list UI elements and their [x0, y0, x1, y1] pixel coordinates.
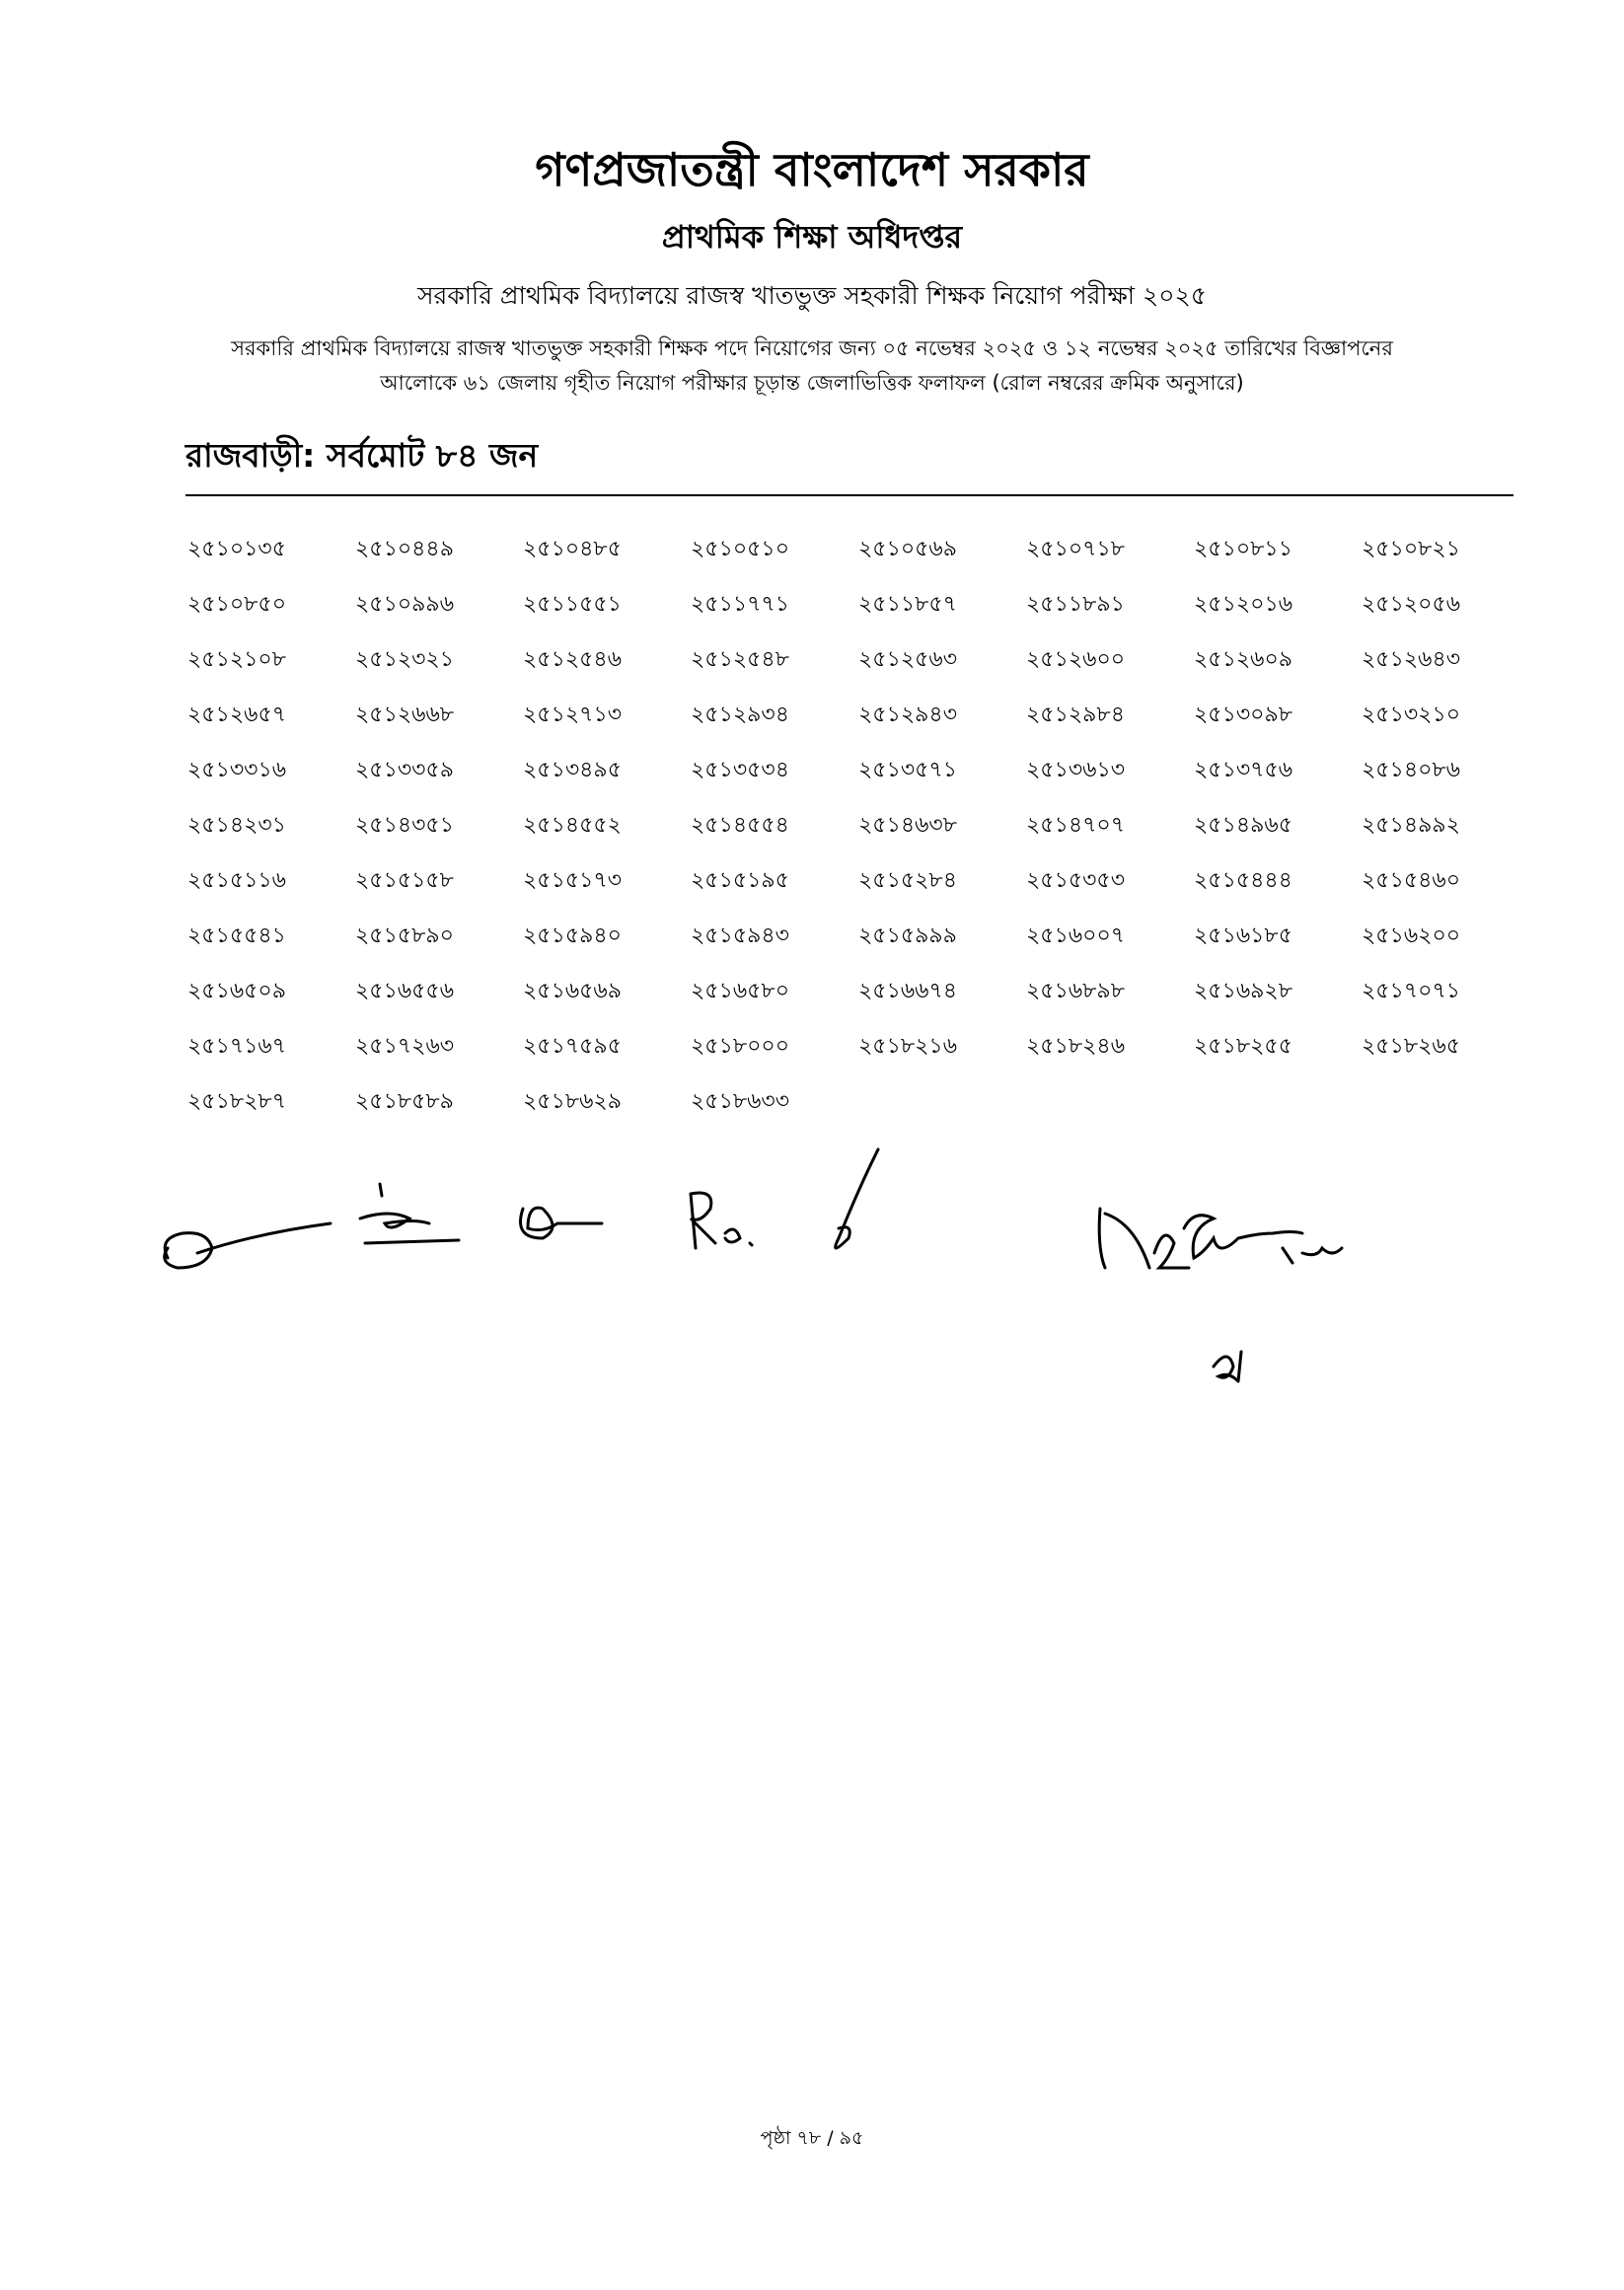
- roll-number: ২৫১০৮১১: [1194, 537, 1292, 561]
- roll-number: ২৫১০৫১০: [691, 537, 790, 561]
- roll-number: ২৫১৫২৮৪: [858, 868, 957, 893]
- government-title: গণপ্রজাতন্ত্রী বাংলাদেশ সরকার: [535, 143, 1089, 196]
- roll-number: ২৫১৬৫০৯: [187, 979, 287, 1003]
- roll-number: ২৫১৮৬২৯: [523, 1089, 623, 1114]
- roll-number: ২৫১৬৬৭৪: [858, 979, 958, 1003]
- roll-number: ২৫১২৯৩৪: [691, 702, 790, 727]
- roll-number: ২৫১৬০০৭: [1026, 923, 1126, 948]
- roll-number: ২৫১৭২৬৩: [355, 1034, 455, 1059]
- roll-number: ২৫১৫১৯৫: [691, 868, 789, 893]
- roll-number: ২৫১২০১৬: [1194, 592, 1293, 617]
- roll-number: ২৫১১৮৯১: [1026, 592, 1125, 617]
- roll-number: ২৫১৪৫৫৪: [691, 813, 789, 838]
- roll-number: ২৫১২১০৮: [187, 647, 287, 672]
- roll-number: ২৫১৬১৮৫: [1194, 923, 1292, 948]
- roll-number: ২৫১৮২৮৭: [187, 1089, 287, 1114]
- roll-number: ২৫১২৬০০: [1026, 647, 1126, 672]
- roll-number: ২৫১৬৯২৮: [1194, 979, 1293, 1003]
- roll-number: ২৫১০১৩৫: [187, 537, 287, 561]
- exam-title: সরকারি প্রাথমিক বিদ্যালয়ে রাজস্ব খাতভুক্ত সহকারী শিক্ষক নিয়োগ পরীক্ষা ২০২৫: [417, 281, 1207, 310]
- roll-number: ২৫১২৫৪৮: [691, 647, 789, 672]
- roll-number: ২৫১৬৫৮০: [691, 979, 790, 1003]
- roll-number: ২৫১০৫৬৯: [858, 537, 958, 561]
- roll-number: ২৫১৩৫৩৪: [691, 758, 790, 782]
- roll-number: ২৫১৫৯৪৩: [691, 923, 789, 948]
- roll-number: ২৫১৫৮৯০: [355, 923, 454, 948]
- roll-number: ২৫১০৭১৮: [1026, 537, 1126, 561]
- roll-number: ২৫১০৮২১: [1362, 537, 1461, 561]
- roll-number: ২৫১৪৩৫১: [355, 813, 454, 838]
- roll-number: ২৫১৪৯৬৫: [1194, 813, 1292, 838]
- roll-number: ২৫১০৪৪৯: [355, 537, 454, 561]
- roll-number: ২৫১০৮৫০: [187, 592, 287, 617]
- roll-number: ২৫১৭৫৯৫: [523, 1034, 622, 1059]
- roll-number: ২৫১৫৪৬০: [1362, 868, 1461, 893]
- roll-number: ২৫১৫১৭৩: [523, 868, 623, 893]
- roll-number: ২৫১২৬৬৮: [355, 702, 455, 727]
- roll-number: ২৫১০৪৮৫: [523, 537, 622, 561]
- roll-number: ২৫১৩৪৯৫: [523, 758, 622, 782]
- roll-number: ২৫১১৭৭১: [691, 592, 790, 617]
- roll-number: ২৫১৮০০০: [691, 1034, 790, 1059]
- roll-number: ২৫১৫৩৫৩: [1026, 868, 1126, 893]
- roll-number: ২৫১১৮৫৭: [858, 592, 957, 617]
- roll-number: ২৫১৫৪৪৪: [1194, 868, 1292, 893]
- roll-number: ২৫১৩০৯৮: [1194, 702, 1293, 727]
- roll-number: ২৫১৮২১৬: [858, 1034, 958, 1059]
- roll-number: ২৫১২০৫৬: [1362, 592, 1461, 617]
- signature-4: [691, 1193, 752, 1248]
- roll-number: ২৫১২৬৪৩: [1362, 647, 1461, 672]
- roll-number: ২৫১৫৯৯৯: [858, 923, 957, 948]
- initial-mark: [1214, 1352, 1241, 1381]
- roll-number: ২৫১৮২৫৫: [1194, 1034, 1292, 1059]
- signature-5: [836, 1149, 878, 1248]
- signature-2: [360, 1184, 459, 1243]
- roll-number: ২৫১৪৭০৭: [1026, 813, 1126, 838]
- roll-number: ২৫১৫৫৪১: [187, 923, 286, 948]
- roll-number: ২৫১৪৯৯২: [1362, 813, 1460, 838]
- roll-number: ২৫১৩৭৫৬: [1194, 758, 1293, 782]
- signature-1: [165, 1223, 331, 1268]
- roll-number: ২৫১৫৯৪০: [523, 923, 622, 948]
- roll-number: ২৫১২৯৮৪: [1026, 702, 1125, 727]
- roll-number: ২৫১৬৮৯৮: [1026, 979, 1125, 1003]
- page-number: পৃষ্ঠা ৭৮ / ৯৫: [760, 2127, 864, 2149]
- roll-number: ২৫১৩৩১৬: [187, 758, 287, 782]
- district-heading: রাজবাড়ী: সর্বমোট ৮৪ জন: [185, 436, 539, 475]
- roll-number: ২৫১২৭১৩: [523, 702, 623, 727]
- roll-number: ২৫১৬৫৬৯: [523, 979, 623, 1003]
- roll-number: ২৫১৩২১০: [1362, 702, 1461, 727]
- signature-3: [521, 1208, 603, 1238]
- divider: [185, 494, 1513, 496]
- roll-number: ২৫১৪৬৩৮: [858, 813, 958, 838]
- roll-number: ২৫১০৯৯৬: [355, 592, 455, 617]
- roll-number: ২৫১৮৫৮৯: [355, 1089, 454, 1114]
- roll-number: ২৫১২৫৬৩: [858, 647, 958, 672]
- roll-number: ২৫১৩৫৭১: [858, 758, 958, 782]
- signature-6: [1099, 1209, 1342, 1268]
- roll-number: ২৫১৪২৩১: [187, 813, 287, 838]
- roll-number: ২৫১২৬৫৭: [187, 702, 287, 727]
- roll-number: ২৫১৪০৮৬: [1362, 758, 1461, 782]
- roll-number: ২৫১২৬০৯: [1194, 647, 1293, 672]
- department-title: প্রাথমিক শিক্ষা অধিদপ্তর: [661, 218, 963, 256]
- description-line-1: সরকারি প্রাথমিক বিদ্যালয়ে রাজস্ব খাতভুক্ত সহকারী শিক্ষক পদে নিয়োগের জন্য ০৫ নভেম্বর ২০২৫ ও ১২ নভেম্বর ২০২৫ তারিখের বিজ্ঞাপনের: [231, 336, 1393, 360]
- roll-number: ২৫১৩৬১৩: [1026, 758, 1126, 782]
- roll-number: ২৫১৩৩৫৯: [355, 758, 455, 782]
- roll-number: ২৫১৪৫৫২: [523, 813, 622, 838]
- roll-number: ২৫১৫১১৬: [187, 868, 286, 893]
- roll-number: ২৫১৫১৫৮: [355, 868, 454, 893]
- roll-number: ২৫১৬২০০: [1362, 923, 1461, 948]
- roll-number: ২৫১৮২৬৫: [1362, 1034, 1461, 1059]
- roll-number: ২৫১৮২৪৬: [1026, 1034, 1126, 1059]
- roll-number: ২৫১১৫৫১: [523, 592, 622, 617]
- signatures: [0, 1135, 1624, 1431]
- description-line-2: আলোকে ৬১ জেলায় গৃহীত নিয়োগ পরীক্ষার চূড়ান্ত জেলাভিত্তিক ফলাফল (রোল নম্বরের ক্রমিক অনুসারে): [380, 371, 1244, 395]
- roll-number: ২৫১২৩২১: [355, 647, 455, 672]
- roll-number-grid: [187, 535, 1529, 1117]
- roll-number: ২৫১৬৫৫৬: [355, 979, 455, 1003]
- roll-number: ২৫১৭০৭১: [1362, 979, 1461, 1003]
- roll-number: ২৫১৭১৬৭: [187, 1034, 287, 1059]
- roll-number: ২৫১২৯৪৩: [858, 702, 958, 727]
- roll-number: ২৫১২৫৪৬: [523, 647, 623, 672]
- roll-number: ২৫১৮৬৩৩: [691, 1089, 790, 1114]
